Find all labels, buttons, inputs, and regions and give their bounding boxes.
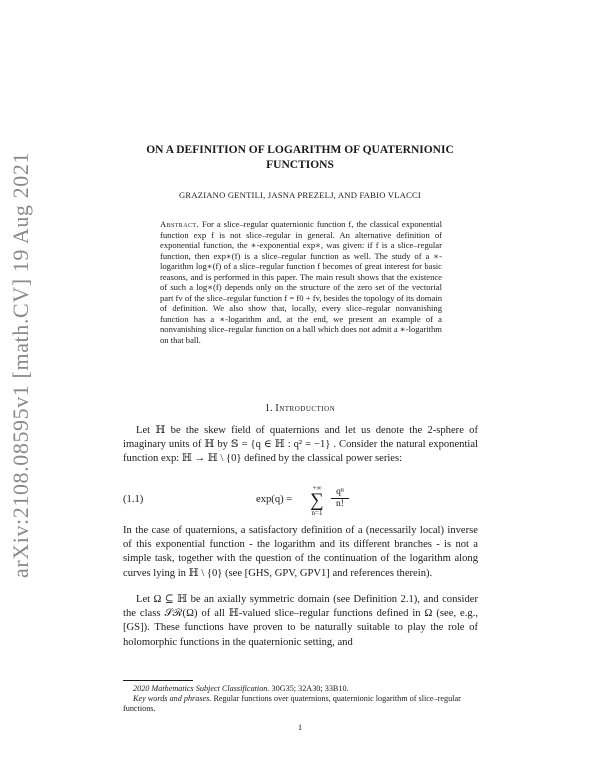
title-line-1: ON A DEFINITION OF LOGARITHM OF QUATERNIONIC: [146, 144, 454, 156]
footnote-msc-text: 30G35; 32A30; 33B10.: [271, 684, 349, 693]
summation-symbol: ∑: [310, 490, 324, 511]
fraction-denominator: n!: [336, 499, 344, 509]
arxiv-identifier-stamp: arXiv:2108.08595v1 [math.CV] 19 Aug 2021: [8, 151, 33, 579]
summation-lower-limit: n=1: [311, 509, 323, 517]
fraction: [331, 487, 349, 510]
abstract: [160, 219, 442, 345]
paragraph-2: [123, 524, 478, 581]
title-line-2: FUNCTIONS: [266, 159, 334, 171]
footnote-rule: [123, 680, 193, 681]
summation: [306, 484, 328, 517]
summation-upper-limit: +∞: [312, 484, 322, 492]
authors: GRAZIANO GENTILI, JASNA PREZELJ, AND FABIO VLACCI: [179, 190, 421, 200]
footnotes: [123, 684, 478, 715]
page-number: 1: [297, 722, 303, 732]
abstract-body: For a slice–regular quaternionic function f, the classical exponential function exp f is not slice–regular in general. An alternative definition of exponential function, the ∗-exponential exp∗, was given: if f is a slice–regular function, then exp∗(f) is a slice–regular function as well. The study of a ∗-logarithm log∗(f) of a slice–regular function f becomes of great interest for basic reasons, and is performed in this paper. The main result shows that the existence of such a log∗(f) depends only on the structure of the zero set of the vectorial part fv of the slice–regular function f = f0 + fv, besides the topology of its domain of definition. We also show that, locally, every slice–regular nonvanishing function has a ∗-logarithm and, at the end, we present an example of a nonvanishing slice–regular function on a ball which does not admit a ∗-logarithm on that ball.: [160, 219, 442, 345]
paragraph-3: [123, 593, 478, 650]
section-number: 1.: [264, 403, 273, 414]
equation-lhs: exp(q) =: [256, 494, 293, 505]
section-title: Introduction: [275, 403, 336, 414]
footnote-msc-label: 2020 Mathematics Subject Classification.: [133, 684, 270, 693]
footnote-keywords-label: Key words and phrases.: [133, 694, 212, 704]
abstract-label: Abstract.: [160, 219, 199, 229]
paragraph-3-text: Let Ω ⊆ ℍ be an axially symmetric domain (see Definition 2.1), and consider the class 𝒮ℛ(Ω) of all ℍ-valued slice–regular functions defined in Ω (see, e.g.,[GS]). These functions have proven to be naturally suitable to play the role of holomorphic functions in the quaternionic setting, and: [123, 594, 478, 648]
section-heading: [100, 403, 500, 414]
paragraph-2-text: In the case of quaternions, a satisfactory definition of a (necessarily local) inverse of this exponential function - the logarithm and its different branches - is not a simple task, together with the question of the continuation of the logarithm along curves lying in ℍ \ {0} (see [GHS, GPV, GPV1] and references therein).: [123, 525, 478, 579]
footnote-keywords: [123, 694, 478, 714]
footnote-keywords-text: Regular functions over quaternions, quaternionic logarithm of slice–regular functions.: [123, 694, 461, 714]
fraction-numerator: qⁿ: [331, 487, 349, 499]
paragraph-1-text: Let ℍ be the skew field of quaternions and let us denote the 2-sphere of imaginary units of ℍ by 𝕊 = {q ∈ ℍ : q² = −1} . Consider the natural exponential function exp: ℍ → ℍ \ {0} defined by the classical power series:: [123, 425, 478, 465]
equation-1-1: [123, 484, 478, 520]
equation-number: (1.1): [123, 494, 144, 505]
paper-title: [140, 143, 460, 173]
paragraph-1: [123, 424, 478, 467]
footnote-msc: [123, 684, 478, 694]
